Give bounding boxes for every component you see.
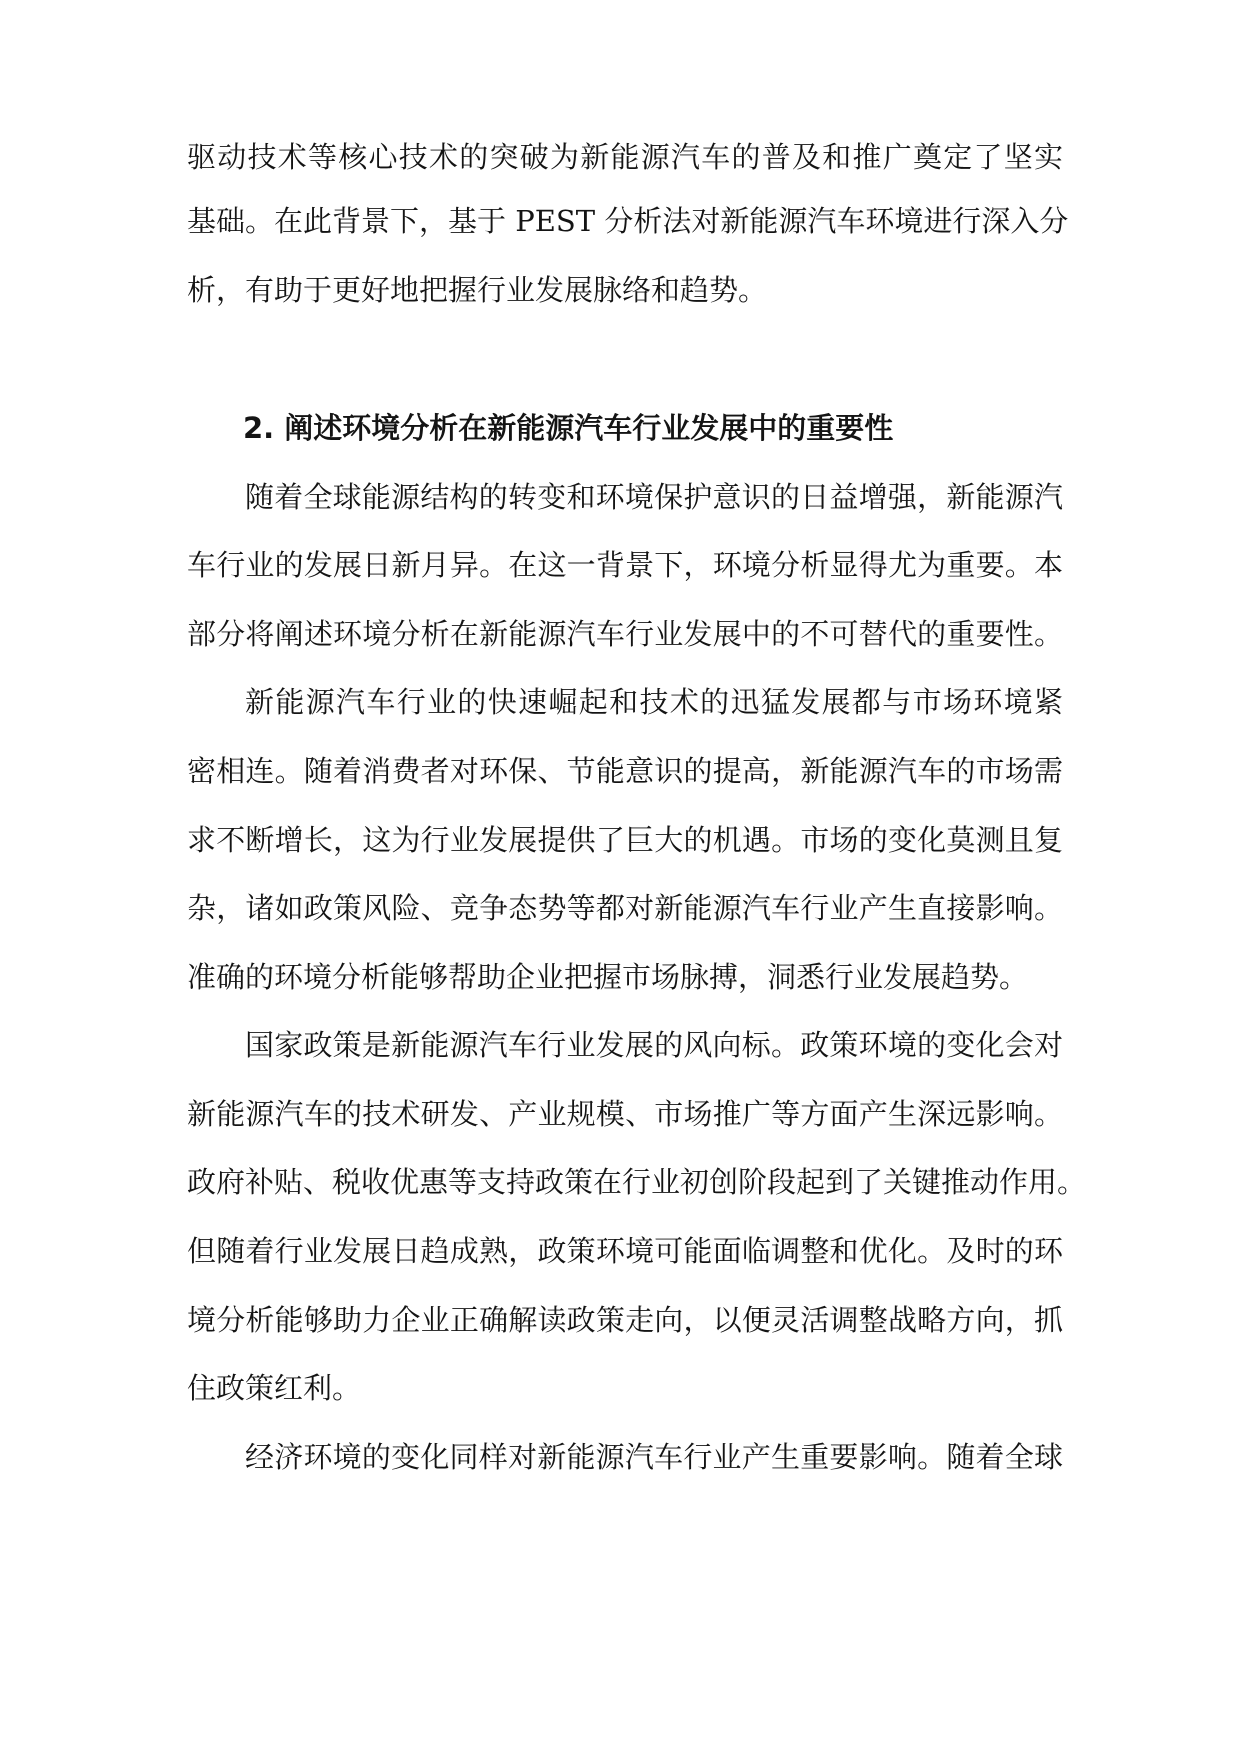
text-line: 经济环境的变化同样对新能源汽车行业产生重要影响。随着全球 bbox=[245, 1440, 1063, 1474]
text-line: 析，有助于更好地把握行业发展脉络和趋势。 bbox=[187, 273, 768, 307]
text-line: 境分析能够助力企业正确解读政策走向，以便灵活调整战略方向，抓 bbox=[187, 1303, 1063, 1337]
text-line: 新能源汽车的技术研发、产业规模、市场推广等方面产生深远影响。 bbox=[187, 1097, 1063, 1131]
text-line: 住政策红利。 bbox=[187, 1371, 362, 1405]
text-line: 但随着行业发展日趋成熟，政策环境可能面临调整和优化。及时的环 bbox=[187, 1234, 1063, 1268]
section-heading: 2. 阐述环境分析在新能源汽车行业发展中的重要性 bbox=[243, 411, 894, 445]
text-line: 准确的环境分析能够帮助企业把握市场脉搏，洞悉行业发展趋势。 bbox=[187, 960, 1029, 994]
text-line: 部分将阐述环境分析在新能源汽车行业发展中的不可替代的重要性。 bbox=[187, 617, 1063, 651]
text-line: 国家政策是新能源汽车行业发展的风向标。政策环境的变化会对 bbox=[245, 1028, 1063, 1062]
text-line: 政府补贴、税收优惠等支持政策在行业初创阶段起到了关键推动作用。 bbox=[187, 1165, 1087, 1199]
text-line: 随着全球能源结构的转变和环境保护意识的日益增强，新能源汽 bbox=[245, 480, 1063, 514]
text-line: 车行业的发展日新月异。在这一背景下，环境分析显得尤为重要。本 bbox=[187, 548, 1063, 582]
text-line: 基础。在此背景下，基于 PEST 分析法对新能源汽车环境进行深入分 bbox=[187, 204, 1069, 238]
text-line: 杂，诸如政策风险、竞争态势等都对新能源汽车行业产生直接影响。 bbox=[187, 891, 1063, 925]
text-line: 驱动技术等核心技术的突破为新能源汽车的普及和推广奠定了坚实 bbox=[187, 140, 1063, 174]
text-line: 求不断增长，这为行业发展提供了巨大的机遇。市场的变化莫测且复 bbox=[187, 823, 1063, 857]
text-line: 新能源汽车行业的快速崛起和技术的迅猛发展都与市场环境紧 bbox=[245, 685, 1063, 719]
text-line: 密相连。随着消费者对环保、节能意识的提高，新能源汽车的市场需 bbox=[187, 754, 1063, 788]
